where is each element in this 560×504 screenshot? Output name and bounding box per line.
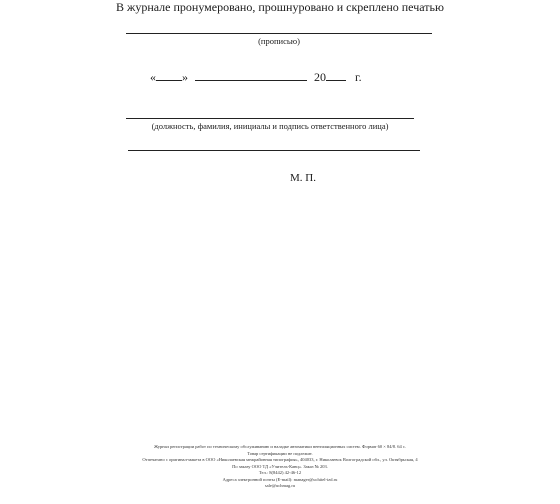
colophon [110, 444, 450, 490]
signature-caption: (должность, фамилия, инициалы и подпись ответственного лица) [151, 121, 389, 131]
colophon-line: Товар сертификации не подлежит. [247, 450, 313, 456]
colophon-line: Тел.: 8(8442) 42-46-12 [258, 470, 302, 475]
year-suffix: г. [355, 70, 362, 84]
date-close-quote: » [182, 70, 188, 84]
extra-signature-line [128, 150, 420, 151]
month-blank [195, 69, 307, 81]
year-prefix: 20 [314, 70, 326, 84]
signature-line [126, 118, 414, 119]
page-title: В журнале пронумеровано, прошнуровано и скреплено печатью [116, 0, 444, 14]
colophon-line: Журнал регистрации работ по техническому обслуживанию и наладке автоматики вентиляционных систем. Формат 60 × 84/8. 64 с. [154, 444, 406, 449]
date-open-quote: « [150, 70, 156, 84]
date-line [150, 69, 410, 84]
colophon-line: Отпечатано с оригинал-макета в ООО «Николаевская межрайонная типография», 404033, г. Николаевск Волгоградской обл., ул. Октябрьская, 4 [142, 457, 418, 462]
count-in-words-caption: (прописью) [258, 36, 300, 46]
colophon-line: sale@uchmag.ru [264, 483, 296, 488]
day-blank [156, 69, 182, 81]
colophon-line: Адреса электронной почты (E-mail): manager@uchitel-izd.ru [222, 476, 338, 482]
stamp-place-label: М. П. [290, 172, 316, 184]
year-blank [326, 69, 346, 81]
count-in-words-line [126, 33, 432, 34]
colophon-line: По заказу ООО ТД «Учитель-Канц». Заказ № 203. [232, 463, 328, 469]
